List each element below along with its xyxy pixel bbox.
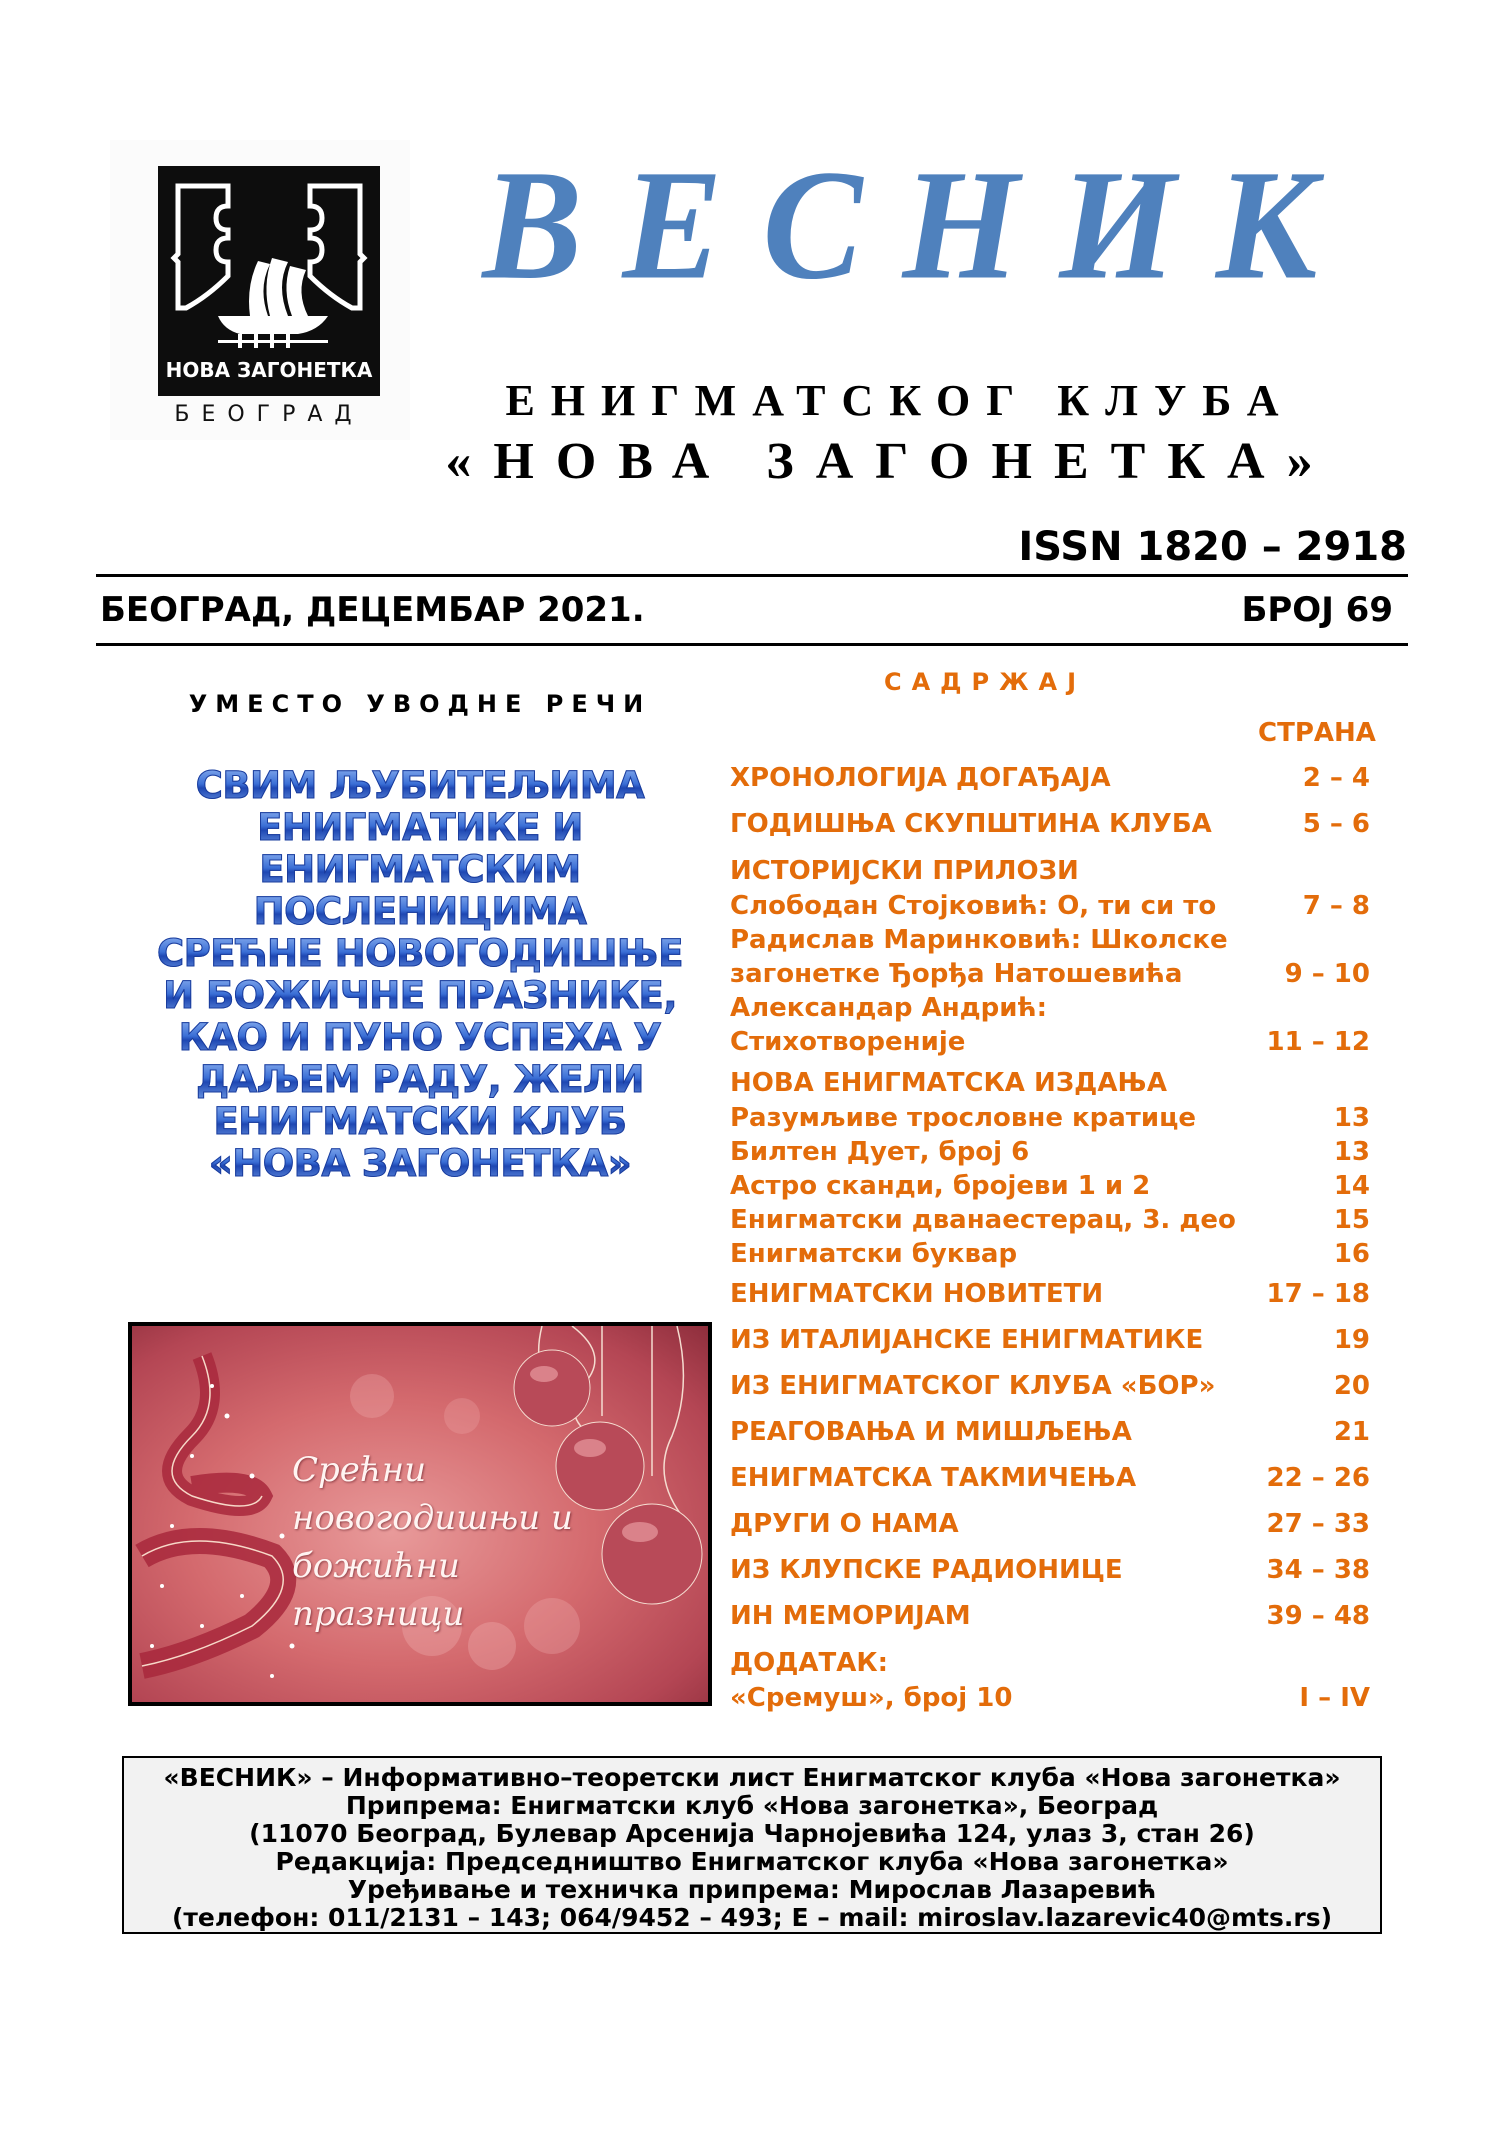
toc-entry-title: РЕАГОВАЊА И МИШЉЕЊА	[730, 1417, 1132, 1447]
toc-entry-title: ХРОНОЛОГИЈА ДОГАЂАЈА	[730, 763, 1111, 793]
colophon-line: (11070 Београд, Булевар Арсенија Чарнојевића 124, улаз 3, стан 26)	[249, 1819, 1255, 1848]
toc-entry-pages: 39 – 48	[1266, 1601, 1370, 1631]
card-line: новогодишњи и	[292, 1498, 573, 1538]
toc-entry[interactable]	[730, 1363, 1380, 1409]
toc-subentry[interactable]	[730, 1025, 1380, 1059]
toc-subentry-pages: 14	[1333, 1171, 1370, 1201]
colophon-box	[122, 1756, 1382, 1934]
greeting-line: ЕНИГМАТСКИ КЛУБ	[120, 1101, 720, 1143]
toc-entry-pages: 20	[1333, 1371, 1370, 1401]
toc-subentry[interactable]	[730, 1135, 1380, 1169]
toc-subentry-pages: 11 – 12	[1266, 1027, 1370, 1057]
toc-group-label: ДОДАТАК:	[730, 1648, 889, 1678]
toc-subentry-title: Слободан Стојковић: О, ти си то	[730, 891, 1217, 921]
greeting-line: ЕНИГМАТИКЕ И	[120, 807, 720, 849]
toc-entry-pages: 22 – 26	[1266, 1463, 1370, 1493]
toc-page-column-label: СТРАНА	[1258, 718, 1376, 748]
holiday-card-image	[128, 1322, 712, 1706]
greeting-line: ПОСЛЕНИЦИМА	[120, 891, 720, 933]
toc-entry-title: ГОДИШЊА СКУПШТИНА КЛУБА	[730, 809, 1212, 839]
toc-subentry[interactable]	[730, 1681, 1380, 1715]
toc-subentry-pages: 15	[1333, 1205, 1370, 1235]
toc-subentry-title: Енигматски дванаестерац, 3. део	[730, 1205, 1236, 1235]
toc-entry-pages: 17 – 18	[1266, 1279, 1370, 1309]
toc-subentry-title: Александар Андрић:	[730, 993, 1047, 1023]
toc-subentry-title: Стихотвореније	[730, 1027, 966, 1057]
toc-entry-pages: 5 – 6	[1302, 809, 1370, 839]
greeting-line: СВИМ ЉУБИТЕЉИМА	[120, 765, 720, 807]
toc-entry-title: ЕНИГМАТСКА ТАКМИЧЕЊА	[730, 1463, 1137, 1493]
toc-subentry-pages: 7 – 8	[1302, 891, 1370, 921]
toc-entry-title: ИЗ КЛУПСКЕ РАДИОНИЦЕ	[730, 1555, 1123, 1585]
greeting-message	[120, 765, 720, 1185]
toc-group-title	[730, 1645, 1380, 1681]
toc-entry-pages: 19	[1333, 1325, 1370, 1355]
toc-subentry-pages: 16	[1333, 1239, 1370, 1269]
greeting-line: ДАЉЕМ РАДУ, ЖЕЛИ	[120, 1059, 720, 1101]
toc-entry[interactable]	[730, 1547, 1380, 1593]
toc-subentry-title: «Сремуш», број 10	[730, 1683, 1013, 1713]
toc-subentry-pages: 9 – 10	[1284, 959, 1370, 989]
toc-group-title	[730, 853, 1380, 889]
toc-subentry[interactable]	[730, 1169, 1380, 1203]
toc-entry-title: ДРУГИ О НАМА	[730, 1509, 959, 1539]
toc-entry-title: ИЗ ИТАЛИЈАНСКЕ ЕНИГМАТИКЕ	[730, 1325, 1204, 1355]
card-greeting	[292, 1446, 622, 1638]
issn-number: ISSN 1820 – 2918	[1018, 524, 1407, 570]
publication-title: ВЕСНИК	[482, 137, 1358, 313]
toc-entry-pages: 2 – 4	[1302, 763, 1370, 793]
toc-subentry-title: Астро сканди, бројеви 1 и 2	[730, 1171, 1151, 1201]
card-line: Срећни	[292, 1450, 427, 1490]
logo-club-name: НОВА ЗАГОНЕТКА	[165, 358, 373, 382]
toc-subentry[interactable]	[730, 1203, 1380, 1237]
toc-entry[interactable]	[730, 1271, 1380, 1317]
greeting-line: ЕНИГМАТСКИМ	[120, 849, 720, 891]
toc-subentry-pages: 13	[1333, 1103, 1370, 1133]
greeting-line: «НОВА ЗАГОНЕТКА»	[120, 1143, 720, 1185]
colophon-contact[interactable]: (телефон: 011/2131 – 143; 064/9452 – 493; Е – mail: miroslav.lazarevic40@mts.rs)	[171, 1903, 1333, 1932]
toc-subentry-title: Разумљиве трословне кратице	[730, 1103, 1196, 1133]
dateline: БЕОГРАД, ДЕЦЕМБАР 2021.	[100, 590, 645, 630]
toc-entry-pages: 27 – 33	[1266, 1509, 1370, 1539]
colophon-line: Редакција: Председништво Енигматског клуба «Нова загонетка»	[275, 1847, 1229, 1876]
club-logo	[110, 140, 410, 440]
logo-city: БЕОГРАД	[174, 402, 364, 427]
toc-subentry-title: загонетке Ђорђа Натошевића	[730, 959, 1183, 989]
toc-entry[interactable]	[730, 801, 1380, 847]
toc-group-title	[730, 1065, 1380, 1101]
card-line: божићни празници	[292, 1546, 465, 1634]
ship-emblem-icon	[158, 166, 380, 396]
intro-heading: УМЕСТО УВОДНЕ РЕЧИ	[188, 690, 652, 718]
toc-entry[interactable]	[730, 1317, 1380, 1363]
issue-number: БРОЈ 69	[1241, 590, 1393, 630]
publication-subtitle-2: «НОВА ЗАГОНЕТКА»	[445, 433, 1335, 490]
toc-entry-title: ИЗ ЕНИГМАТСКОГ КЛУБА «БОР»	[730, 1371, 1216, 1401]
toc-subentry[interactable]	[730, 923, 1380, 957]
toc-entry-pages: 21	[1333, 1417, 1370, 1447]
toc-entry[interactable]	[730, 755, 1380, 801]
toc-subentry-title: Радислав Маринковић: Школске	[730, 925, 1228, 955]
toc-entry-pages: 34 – 38	[1266, 1555, 1370, 1585]
toc-subentry[interactable]	[730, 991, 1380, 1025]
toc-entry-title: ИН МЕМОРИЈАМ	[730, 1601, 971, 1631]
toc-entry[interactable]	[730, 1409, 1380, 1455]
toc-group-label: НОВА ЕНИГМАТСКА ИЗДАЊА	[730, 1068, 1167, 1098]
toc-entry[interactable]	[730, 1455, 1380, 1501]
greeting-line: И БОЖИЧНЕ ПРАЗНИКЕ,	[120, 975, 720, 1017]
colophon-line: «ВЕСНИК» – Информативно–теоретски лист Енигматског клуба «Нова загонетка»	[163, 1763, 1341, 1792]
toc-subentry[interactable]	[730, 1101, 1380, 1135]
toc-subentry[interactable]	[730, 957, 1380, 991]
divider-bottom	[96, 643, 1408, 646]
toc-subentry-pages: 13	[1333, 1137, 1370, 1167]
toc-heading: САДРЖАЈ	[883, 668, 1087, 696]
toc-subentry-pages: I – IV	[1299, 1683, 1370, 1713]
toc-group-label: ИСТОРИЈСКИ ПРИЛОЗИ	[730, 856, 1079, 886]
toc-subentry-title: Билтен Дует, број 6	[730, 1137, 1030, 1167]
toc-subentry[interactable]	[730, 889, 1380, 923]
toc-entry[interactable]	[730, 1593, 1380, 1639]
greeting-line: КАО И ПУНО УСПЕХА У	[120, 1017, 720, 1059]
toc-subentry[interactable]	[730, 1237, 1380, 1271]
colophon-line: Уређивање и техничка припрема: Мирослав Лазаревић	[347, 1875, 1157, 1904]
divider-top	[96, 574, 1408, 577]
table-of-contents	[730, 755, 1380, 1715]
greeting-line: СРЕЋНЕ НОВОГОДИШЊЕ	[120, 933, 720, 975]
publication-subtitle-1: ЕНИГМАТСКОГ КЛУБА	[505, 376, 1295, 425]
colophon-line: Припрема: Енигматски клуб «Нова загонетка», Београд	[345, 1791, 1159, 1820]
toc-subentry-title: Енигматски буквар	[730, 1239, 1018, 1269]
toc-entry[interactable]	[730, 1501, 1380, 1547]
toc-entry-title: ЕНИГМАТСКИ НОВИТЕТИ	[730, 1279, 1104, 1309]
